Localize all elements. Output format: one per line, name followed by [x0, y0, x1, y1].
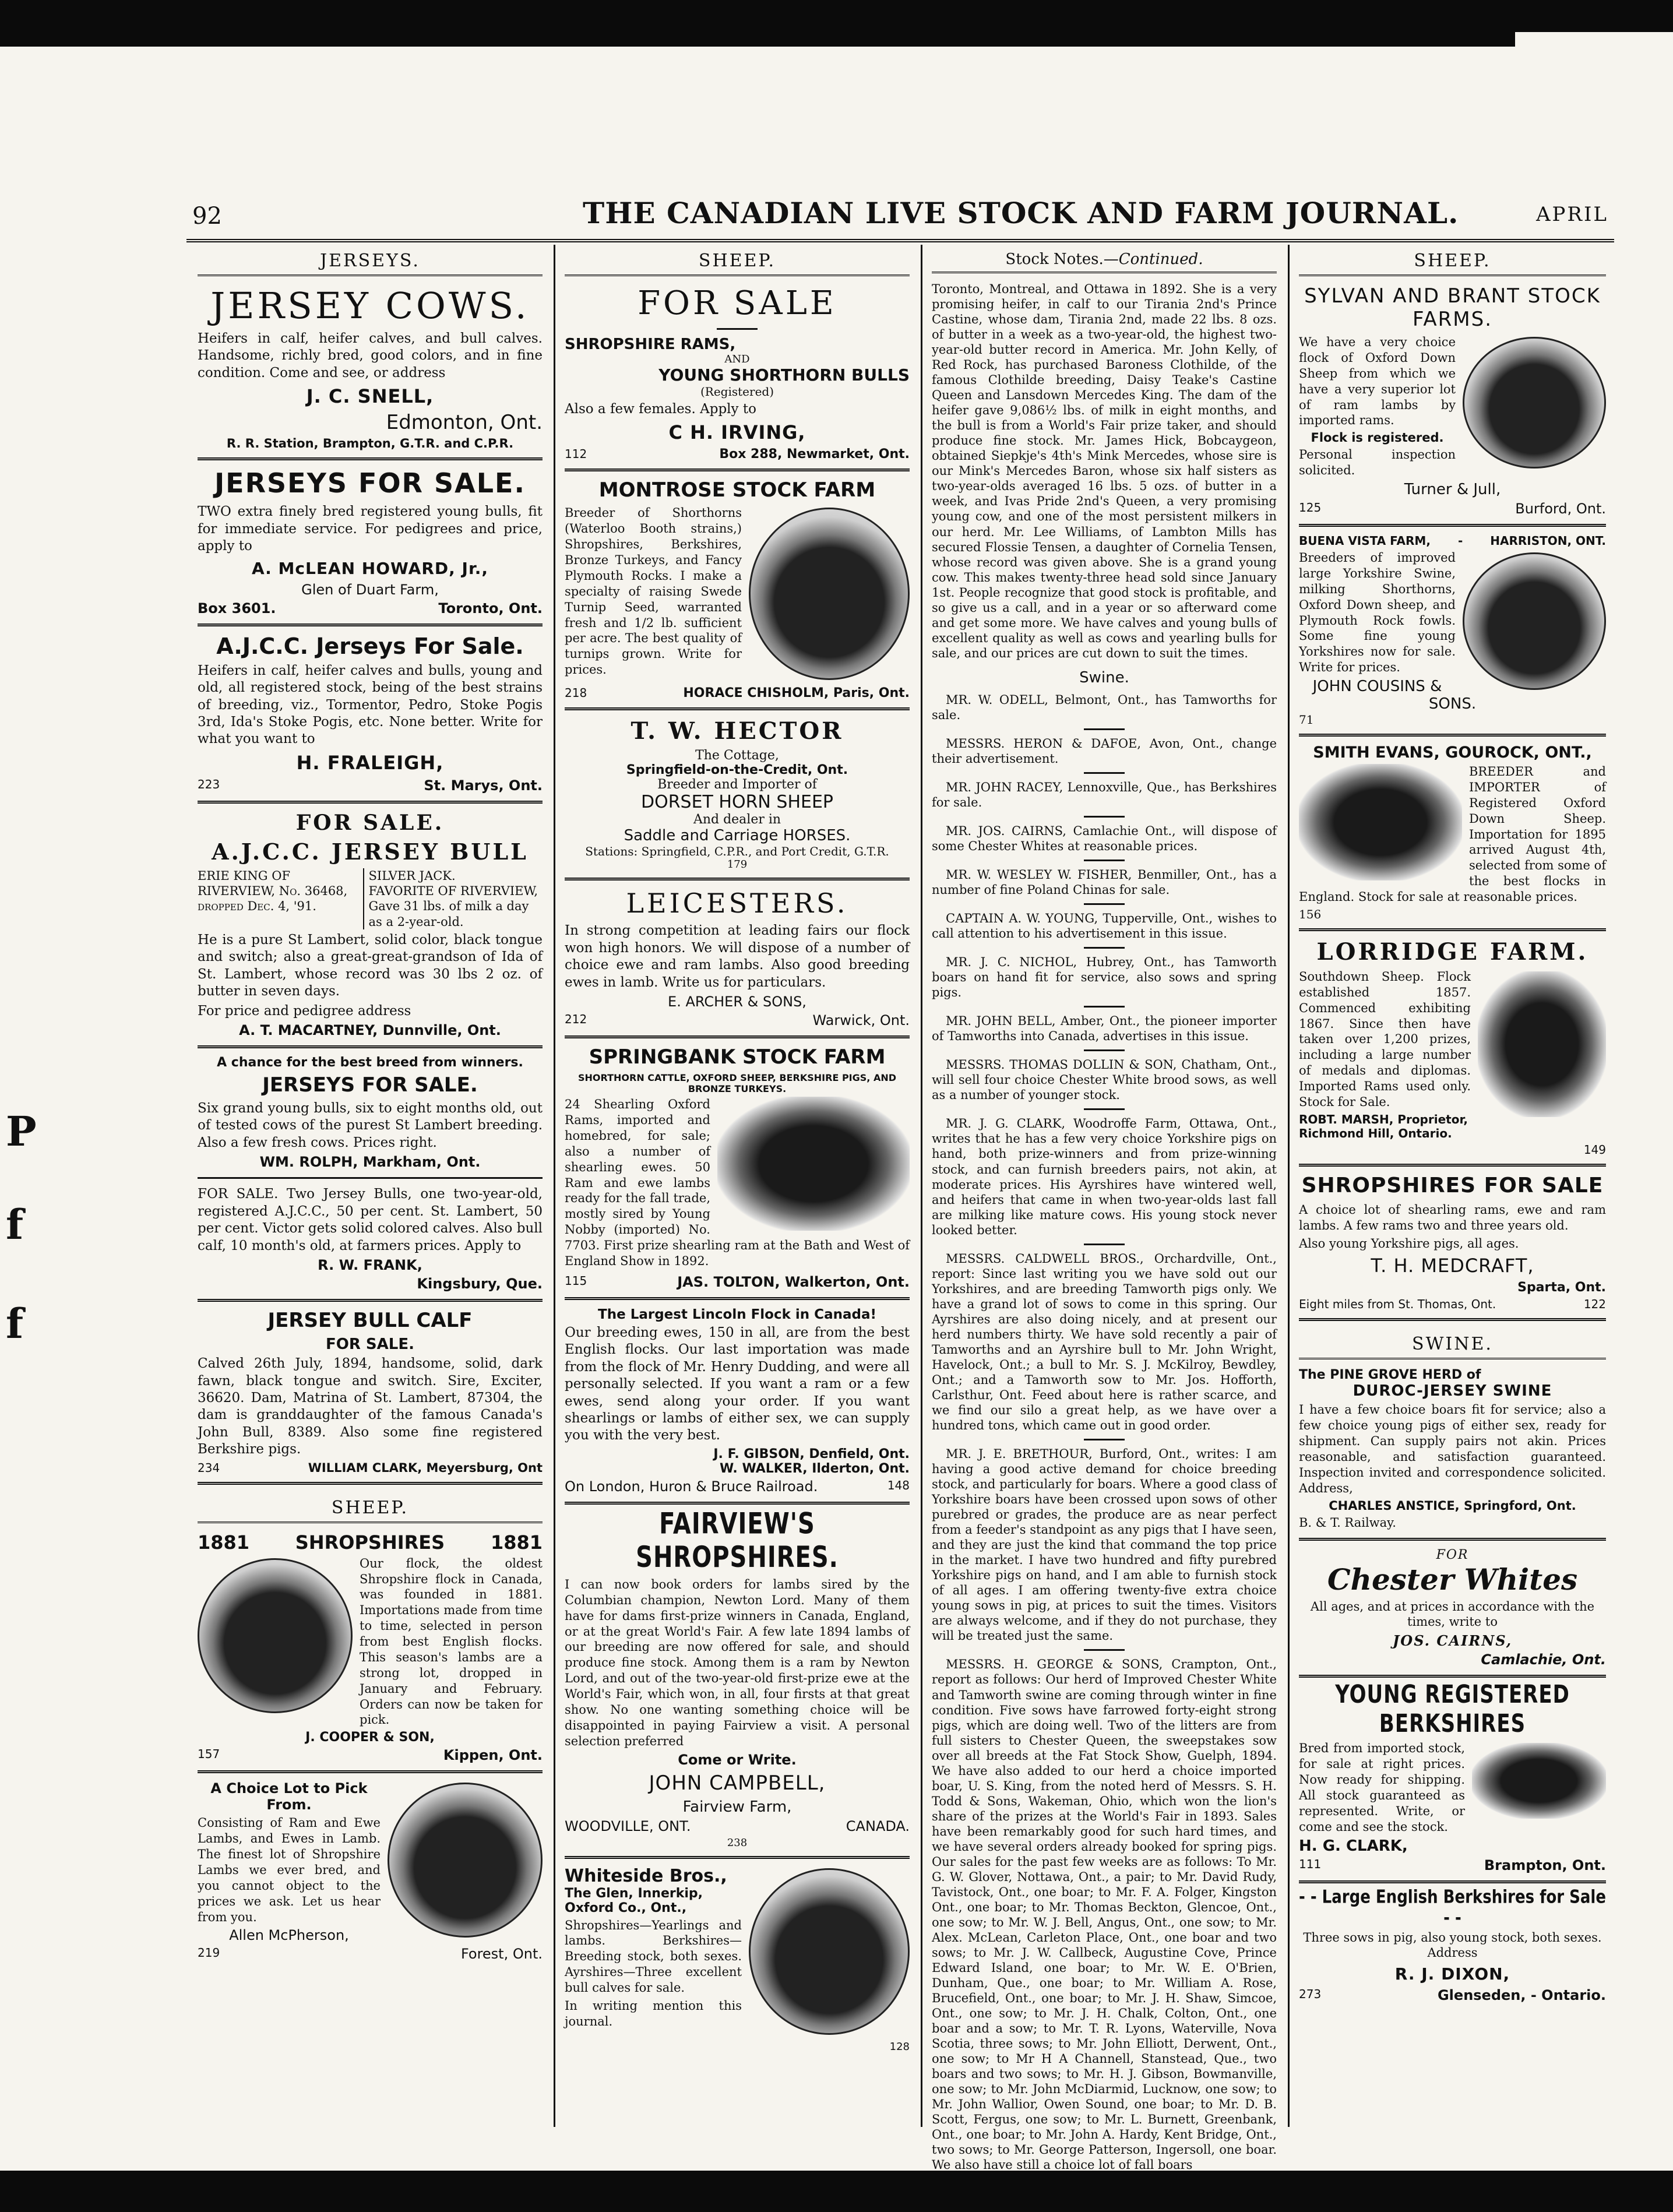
column-rule — [1288, 245, 1290, 2127]
ad-title: Chester Whites — [1327, 1562, 1578, 1597]
ad-place: Glenseden, - Ontario. — [1437, 1987, 1606, 2004]
ad-two-jersey-bulls — [198, 1186, 543, 1292]
divider — [198, 1770, 543, 1773]
ad-line: Stations: Springfield, C.P.R., and Port Credit, G.T.R. — [585, 844, 889, 859]
ad-title: JERSEYS FOR SALE. — [262, 1073, 478, 1097]
divider — [1299, 1675, 1606, 1678]
ad-number: 112 — [565, 447, 587, 462]
bull-sire: SILVER JACK. — [368, 868, 456, 883]
stock-note: MESSRS. CALDWELL BROS., Orchardville, Ont., report: Since last writing you we have sold out our Yorkshires, and are breeding Tamworth pigs only. We have a grand lot of sows to come in this spring. Our Ayrshires are also doing nicely, and at present our herd numbers thirty. We have sold recently a pair of Tamworths and an Ayrshire bull to Mr. John Wright, Havelock, Ont.; a bull to Mr. S. J. McKilroy, Bewdley, Ont.; and a Tamworth sow to Mr. Jos. Hofforth, Carlsthur, Ont. Feed about here is rather scarce, and we find our silo a great help, as we have over a hundred tons, which came out in good order. — [932, 1251, 1277, 1432]
ad-jerseys-for-sale — [198, 467, 543, 616]
divider — [565, 878, 910, 880]
ad-name: ROBT. MARSH, Proprietor, Richmond Hill, Ontario. — [1299, 1112, 1468, 1140]
divider — [1299, 1318, 1606, 1321]
ad-and: AND — [724, 353, 750, 365]
sheep-portrait-image — [1463, 337, 1606, 469]
pig-illustration-image — [1472, 1743, 1606, 1819]
ad-body: Our breeding ewes, 150 in all, are from the best English flocks. Our last importation was made from the flock of Mr. Henry Dudding, and were all personally selected. If you want a ram or a few ewes, send along your order. If you want shearlings or lambs of either sex, we can supply you with the very best. — [565, 1325, 910, 1443]
ad-name: H. FRALEIGH, — [296, 751, 444, 774]
ad-lincoln-flock — [565, 1307, 910, 1495]
ad-name: H. G. CLARK, — [1299, 1837, 1408, 1855]
ad-line: YOUNG SHORTHORN BULLS — [658, 365, 910, 385]
ad-buena-vista — [1299, 534, 1606, 727]
ad-number: 128 — [889, 2040, 910, 2053]
ad-footer: In writing mention this journal. — [565, 1998, 742, 2028]
ad-subtitle: SHORTHORN CATTLE, OXFORD SHEEP, BERKSHIRE PIGS, AND BRONZE TURKEYS. — [577, 1072, 896, 1095]
ad-footer: B. & T. Railway. — [1299, 1515, 1396, 1530]
ad-choice-lot — [198, 1780, 543, 1962]
ad-body: Also a few females. Apply to — [565, 401, 756, 417]
ad-body: Breeders of improved large Yorkshire Swine, milking Shorthorns, Oxford Down sheep, and Plymouth Rock fowls. Some fine young Yorkshires now for sale. Write for prices. — [1299, 551, 1456, 675]
stock-note: MR. J. G. CLARK, Woodroffe Farm, Ottawa, Ont., writes that he has a few very choice Yorkshire pigs on hand, both prize-winners and from prize-winning stock, and can furnish breeders pairs, not akin, at moderate prices. His Ayrshires have wintered well, and heifers that came in when two-year-olds last fall are milking like mature cows. His young stock never looked better. — [932, 1116, 1277, 1237]
ad-kicker: FOR SALE. — [295, 810, 445, 835]
ad-number: 179 — [727, 858, 748, 871]
section-heading: SHEEP. — [198, 1492, 543, 1523]
ad-kicker: FOR — [1436, 1547, 1469, 1562]
column-4 — [1291, 245, 1614, 2127]
ad-kicker: The PINE GROVE HERD of — [1299, 1368, 1481, 1383]
ad-body: Consisting of Ram and Ewe Lambs, and Ewes in Lamb. The finest lot of Shropshire Lambs we ever bred, and you cannot object to the prices we ask. Let us hear from you. — [198, 1816, 381, 1924]
ad-place: Sparta, Ont. — [1517, 1280, 1606, 1295]
ad-farm: Fairview Farm, — [682, 1798, 792, 1816]
ad-place: Camlachie, Ont. — [1481, 1651, 1606, 1668]
ad-title: SHROPSHIRES — [295, 1531, 445, 1554]
ad-body: He is a pure St Lambert, solid color, black tongue and switch; also a great-great-grandson of Ida of St. Lambert, whose record was 30 lbs 2 oz. of butter in seven days. — [198, 932, 543, 999]
ad-ajcc-jerseys — [198, 633, 543, 794]
divider — [198, 1177, 543, 1179]
ad-place: Warwick, Ont. — [812, 1012, 910, 1029]
ad-title: JERSEYS FOR SALE. — [214, 467, 526, 499]
column-rule — [921, 245, 922, 2127]
ad-subtitle: FOR SALE. — [326, 1336, 414, 1354]
ad-station: R. R. Station, Brampton, G.T.R. and C.P.R. — [226, 436, 514, 451]
sheep-portrait-image — [198, 1558, 353, 1713]
page-number: 92 — [192, 203, 222, 230]
divider — [565, 469, 910, 471]
scan-margin-marks — [0, 1107, 41, 1399]
ad-body: Shropshires—Yearlings and lambs. Berkshires—Breeding stock, both sexes. Ayrshires—Three excellent bull calves for sale. — [565, 1918, 742, 1995]
ad-name: A. McLEAN HOWARD, Jr., — [251, 558, 489, 578]
ad-line: Breeder and Importer of — [657, 777, 817, 792]
section-heading-continued: Continued. — [1118, 251, 1203, 268]
ad-title-dash: - — [1457, 534, 1463, 548]
section-heading: SWINE. — [1299, 1328, 1606, 1359]
ad-body: A choice lot of shearling rams, ewe and ram lambs. A few rams two and three years old. — [1299, 1202, 1606, 1232]
ad-place: Brampton, Ont. — [1484, 1857, 1606, 1873]
ad-body: BREEDER and IMPORTER of Registered Oxford Down Sheep. Importation for 1895 arrived August 4th, selected from some of the best flocks in England. Stock for sale at reasonable prices. — [1299, 765, 1606, 904]
ad-title: YOUNG REGISTERED BERKSHIRES — [1335, 1680, 1570, 1739]
divider — [565, 1502, 910, 1505]
ad-name: JOS. CAIRNS, — [1392, 1632, 1513, 1650]
stock-note: MR. JOHN RACEY, Lennoxville, Que., has Berkshires for sale. — [932, 780, 1277, 809]
divider — [198, 1482, 543, 1485]
ad-fairview — [565, 1507, 910, 1849]
ad-number: 219 — [198, 1946, 220, 1960]
ad-title: MONTROSE STOCK FARM — [598, 478, 876, 502]
ad-jersey-cows — [198, 284, 543, 450]
ad-title: SHROPSHIRES FOR SALE — [1301, 1173, 1604, 1197]
sheep-portrait-image — [388, 1783, 543, 1938]
ad-title: A.J.C.C. Jerseys For Sale. — [216, 633, 524, 659]
subsection-heading: Swine. — [1079, 668, 1129, 686]
ad-place: Kippen, Ont. — [443, 1747, 543, 1764]
ad-title: A Choice Lot to Pick From. — [210, 1780, 368, 1813]
column-2 — [557, 245, 918, 2127]
margin-mark: f — [6, 1200, 24, 1249]
ad-body: All ages, and at prices in accordance with the times, write to — [1310, 1599, 1595, 1629]
ad-body: Bred from imported stock, for sale at right prices. Now ready for shipping. All stock guaranteed as represented. Write, or come and see the stock. — [1299, 1741, 1465, 1834]
stock-note: MR. JOS. CAIRNS, Camlachie Ont., will dispose of some Chester Whites at reasonable prices. — [932, 823, 1277, 853]
pig-portrait-image — [1463, 552, 1606, 690]
divider — [1299, 734, 1606, 737]
ad-whiteside — [565, 1866, 910, 2053]
ad-body: In strong competition at leading fairs our flock won high honors. We will dispose of a number of choice ewe and ram lambs. Also good breeding ewes in lamb. Write us for particulars. — [565, 923, 910, 990]
ad-name: JOHN CAMPBELL, — [649, 1771, 826, 1795]
ad-name: WM. ROLPH, Markham, Ont. — [259, 1154, 481, 1171]
ad-name: C H. IRVING, — [668, 421, 806, 444]
column-rule — [554, 245, 555, 2127]
ad-body: Three sows in pig, also young stock, both sexes. Address — [1303, 1930, 1602, 1960]
section-heading-text: Stock Notes.— — [1005, 251, 1119, 268]
stock-note-paragraph: Toronto, Montreal, and Ottawa in 1892. She is a very promising heifer, in calf to our Tirania 2nd's Prince Castine, whose dam, Tirania 2nd, made 22 lbs. 8 ozs. of butter in a week as a two-year-old, the highest two-year-old butter record in America. Mr. John Kelly, of Red Rock, has purchased Baroness Clothilde, of the famous Clothilde breeding, Daisy Teake's Castine Queen and Lansdown Mercedes King. The dam of the heifer gave 9,086½ lbs. of milk in eight months, and the bull is from a World's Fair prize taker, and should produce fine stock. Mr. James Hick, Bobcaygeon, obtained Siepkje's 4th's Mink Mercedes, whose sire is our Mink's Mercedes Baron, whose six half sisters as two-year-olds averaged 16 lbs. 5 ozs. of butter in a week, and Ivas Pride 2nd's Queen, a very promising young cow, and one of the most persistent milkers in our herd. Mr. Lee Williams, of Lambton Mills has secured Flossie Tensen, a daughter of Cornelia Tensen, whose record was given above. She is a grand young cow. This makes twenty-three head sold since January 1st. People recognize that good stock is profitable, and so give us a call, and in a year or so afterward come and get some more. We have calves and young bulls of excellent quality as well as cows and yearling bulls for sale, and our prices are cut down to suit the times. — [932, 282, 1277, 660]
divider — [198, 1299, 543, 1302]
ad-body: Heifers in calf, heifer calves and bulls, young and old, all registered stock, being of the best strains of breeding, viz., Tormentor, Pedro, Stoke Pogis 3rd, Ida's Stoke Pogis, etc. None better. Write for what you want to — [198, 663, 543, 747]
column-1 — [189, 245, 551, 2127]
ad-body: Calved 26th July, 1894, handsome, solid, dark fawn, black tongue and switch. Sire, Exciter, 36620. Dam, Matrina of St. Lambert, 87304, the dam is granddaughter of the famous Canada's John Bull, 8389. Also some fine registered Berkshire pigs. — [198, 1356, 543, 1457]
ad-large-english-berkshires — [1299, 1886, 1606, 2004]
sheep-illustration-image — [1299, 764, 1462, 880]
ad-body: Breeder of Shorthorns (Waterloo Booth strains,) Shropshires, Berkshires, Bronze Turkeys, and Fancy Plymouth Rocks. I make a specialty of raising Swede Turnip Seed, warranted fresh and 1/2 lb. sufficient per acre. The best quality of turnips grown. Write for prices. — [565, 506, 742, 677]
ad-smith-evans — [1299, 744, 1606, 921]
journal-title: THE CANADIAN LIVE STOCK AND FARM JOURNAL. — [583, 196, 1459, 230]
ad-farm: Glen of Duart Farm, — [301, 581, 439, 598]
ad-montrose — [565, 478, 910, 700]
ad-irving-for-sale — [565, 284, 910, 462]
ad-name: E. ARCHER & SONS, — [668, 994, 806, 1010]
ad-name: J. C. SNELL, — [306, 385, 434, 408]
ad-line: Oxford Co., Ont., — [565, 1900, 687, 1915]
ad-number: 111 — [1299, 1857, 1322, 1871]
ad-body-2: Also young Yorkshire pigs, all ages. — [1299, 1236, 1519, 1251]
ad-name: J. F. GIBSON, Denfield, Ont. — [713, 1446, 910, 1461]
ad-name: Allen McPherson, — [229, 1927, 349, 1944]
ad-box: Box 3601. — [198, 600, 276, 617]
ad-body: Southdown Sheep. Flock established 1857. Commenced exhibiting 1867. Since then have taken over 1,200 prizes, including a large number of medals and diplomas. Imported Rams used only. Stock for Sale. — [1299, 969, 1471, 1109]
divider — [198, 1045, 543, 1048]
ad-title: BUENA VISTA FARM, — [1299, 534, 1431, 548]
ad-title: FAIRVIEW'S SHROPSHIRES. — [636, 1507, 839, 1575]
ad-number: 71 — [1299, 713, 1314, 727]
bull-dam-record: Gave 31 lbs. of milk a day as a 2-year-old. — [368, 899, 529, 929]
ad-number: 148 — [887, 1478, 910, 1492]
stock-note: MESSRS. THOMAS DOLLIN & SON, Chatham, Ont., will sell four choice Chester White brood sows, as well as a number of younger stock. — [932, 1058, 1277, 1103]
scan-border-top-inner — [0, 32, 1515, 47]
section-heading: JERSEYS. — [198, 245, 543, 276]
ad-title: DUROC-JERSEY SWINE — [1353, 1382, 1552, 1400]
ad-line: DORSET HORN SHEEP — [640, 792, 833, 813]
divider — [1299, 1164, 1606, 1167]
ad-number: 238 — [727, 1836, 748, 1849]
stock-note: MR. J. E. BRETHOUR, Burford, Ont., writes: I am having a good active demand for choice breeding stock, and particularly for boars. Where a good class of Yorkshire boars have been crossed upon sows of other purebred or grades, the produce are as near perfect from a feeder's standpoint as any pigs that I have seen, and they are just the kind that command the top price in the market. I have two hundred and fifty purebred Yorkshire pigs on hand, and I am able to furnish stock of all ages. I am offering twenty-five extra choice young sows in pig, at prices to suit the times. Visitors are always welcome, and if they do not purchase, they will be treated just the same. — [932, 1447, 1277, 1643]
ad-footer: Eight miles from St. Thomas, Ont. — [1299, 1297, 1496, 1312]
ad-name: J. COOPER & SON, — [305, 1730, 435, 1745]
section-heading — [932, 245, 1277, 273]
stock-note: MR. W. WESLEY W. FISHER, Benmiller, Ont., has a number of fine Poland Chinas for sale. — [932, 868, 1277, 897]
ad-place: Edmonton, Ont. — [386, 411, 543, 435]
ad-title: - - Large English Berkshires for Sale - - — [1299, 1886, 1606, 1929]
ad-place: CANADA. — [846, 1817, 910, 1834]
ad-springbank — [565, 1045, 910, 1290]
ad-medcraft — [1299, 1174, 1606, 1312]
ad-title: SMITH EVANS, GOUROCK, ONT., — [1313, 744, 1592, 762]
ad-title: T. W. HECTOR — [631, 717, 844, 745]
divider — [198, 801, 543, 804]
ad-line: Saddle and Carriage HORSES. — [624, 827, 851, 845]
ad-body: I have a few choice boars fit for service; also a few choice young pigs of either sex, ready for shipment. Can supply pairs not akin. Prices reasonable, and satisfaction guaranteed. Inspection invited and correspondence solicited. Address, — [1299, 1403, 1606, 1495]
ad-place: WOODVILLE, ONT. — [565, 1817, 691, 1834]
ad-place: Box 288, Newmarket, Ont. — [719, 447, 910, 462]
stock-note: MR. JOHN BELL, Amber, Ont., the pioneer importer of Tamworths into Canada, advertises in this issue. — [932, 1014, 1277, 1044]
ad-pine-grove — [1299, 1368, 1606, 1530]
ad-name: WILLIAM CLARK, Meyersburg, Ont — [308, 1460, 543, 1475]
divider — [1299, 1880, 1606, 1883]
divider — [1299, 928, 1606, 931]
ad-name: R. W. FRANK, — [318, 1257, 422, 1274]
ad-line: SHROPSHIRE RAMS, — [565, 336, 736, 353]
ad-young-berkshires — [1299, 1680, 1606, 1873]
ad-name: HORACE CHISHOLM, Paris, Ont. — [683, 686, 910, 701]
ad-number: 149 — [1583, 1142, 1606, 1157]
ad-body-2: For price and pedigree address — [198, 1003, 411, 1019]
ad-title: HARRISTON, ONT. — [1490, 534, 1606, 548]
ad-place: Kingsbury, Que. — [417, 1276, 543, 1292]
ad-year: 1881 — [490, 1531, 543, 1554]
ad-body: We have a very choice flock of Oxford Down Sheep from which we have a very superior lot of ram lambs by imported rams. — [1299, 335, 1456, 428]
sheep-portrait-image — [749, 1868, 910, 2035]
ad-name: R. J. DIXON, — [1394, 1964, 1510, 1984]
ad-title: JERSEY COWS. — [210, 284, 530, 327]
divider — [198, 624, 543, 626]
ad-city: Toronto, Ont. — [438, 600, 543, 617]
ad-number: 157 — [198, 1747, 220, 1762]
ad-body: I can now book orders for lambs sired by the Columbian champion, Newton Lord. Many of them have for dams first-prize winners in Canada, England, or at the great World's Fair. A few late 1894 lambs of our breeding are now offered for sale, and should produce fine stock. Among them is a ram by Newton Lord, and out of the two-year-old first-prize ewe at the World's Fair, which won, in all, four firsts at that great show. No one wanting something choice will be disappointed in paying Fairview a visit. A personal selection preferred — [565, 1577, 910, 1748]
ad-number: 218 — [565, 686, 587, 700]
ad-body: FOR SALE. Two Jersey Bulls, one two-year-old, registered A.J.C.C., 50 per cent. St. Lambert, 50 per cent. Victor gets solid colored calves. Also bull calf, 10 month's old, at farmers prices. Apply to — [198, 1186, 543, 1253]
ad-body: TWO extra finely bred registered young bulls, fit for immediate service. For pedigrees and price, apply to — [198, 504, 543, 554]
sheep-illustration-image — [1478, 971, 1606, 1117]
ad-registered: (Registered) — [700, 385, 774, 399]
scan-border-bottom — [0, 2171, 1673, 2212]
sheep-portrait-image — [749, 508, 910, 680]
ad-title: SPRINGBANK STOCK FARM — [589, 1045, 886, 1069]
divider — [565, 1035, 910, 1038]
divider — [198, 457, 543, 460]
ad-number: 156 — [1299, 907, 1322, 921]
divider — [1299, 1538, 1606, 1541]
ad-title: FOR SALE — [637, 284, 837, 322]
ad-sylvan-brant — [1299, 284, 1606, 517]
ad-number: 273 — [1299, 1987, 1322, 2002]
divider — [565, 1856, 910, 1859]
bull-dam: FAVORITE OF RIVERVIEW, — [368, 884, 538, 899]
ad-leicesters — [565, 887, 910, 1028]
ad-title: The Largest Lincoln Flock in Canada! — [598, 1306, 876, 1322]
scan-border-top — [0, 0, 1673, 32]
ad-jersey-bull-calf — [198, 1309, 543, 1475]
ad-line: And dealer in — [693, 812, 781, 827]
stock-note: MESSRS. H. GEORGE & SONS, Crampton, Ont., report as follows: Our herd of Improved Chester White and Tamworth swine are coming through winter in fine condition. Five sows have farrowed forty-eight strong pigs, which are doing well. Two of the litters are from full sisters to Chester Queen, the sweepstakes sow over all breeds at the Fat Stock Show, Guelph, 1894. We have also added to our herd a choice imported boar, U. S. King, from the noted herd of Messrs. S. H. Todd & Sons, Wakeman, Ohio, which won the lion's share of the prizes at the World's Fair in 1893. Sales have been remarkably good for such hard times, and we have several orders already booked for spring pigs. Our sales for the past few weeks are as follows: To Mr. G. W. Glover, Nottawa, Ont., a pair; to Mr. David Rudy, Tavistock, Ont., one boar; to Mr. F. A. Folger, Kingston Ont., one boar; to Mr. Thomas Beckton, Glencoe, Ont., one sow; to Mr. W. J. Bell, Angus, Ont., one sow; to Mr. Alex. McLean, Carleton Place, Ont., one boar and two sows; to Mr. J. W. Callbeck, Augustine Cove, Prince Edward Island, one boar; to Mr. W. E. O'Brien, Dunham, Que., one boar; to Mr. William A. Rose, Brucefield, Ont., one boar; to Mr. J. H. Shaw, Simcoe, Ont., one sow; to Mr. J. H. Chalk, Colton, Ont., one boar and a sow; to Mr. T. R. Lyons, Waterville, Nova Scotia, three sows; to Mr. John Elliott, Derwent, Ont., one sow; to Mr H A Channell, Stanstead, Que., two boars and two sows; to Mr. H. J. Gibson, Bowmanville, one sow; to Mr. John McDiarmid, Lucknow, one sow; to Mr. John Wallior, Owen Sound, one boar; to Mr. D. B. Scott, Fergus, one sow; to Mr. L. Burnett, Greenbank, Ont., one boar; to Mr. John A. Hardy, Kent Bridge, Ont., two sows; to Mr. George Patterson, Ingersoll, one boar. We also have still a choice lot of fall boars — [932, 1657, 1277, 2172]
ad-registered: Flock is registered. — [1311, 431, 1444, 445]
ad-jerseys-for-sale-2 — [198, 1055, 543, 1170]
ad-title: JERSEY BULL CALF — [267, 1309, 473, 1333]
ad-body: Our flock, the oldest Shropshire flock in Canada, was founded in 1881. Importations made from time to time, selected in person from best English flocks. This season's lambs are a strong lot, dropped in January and February. Orders can now be taken for pick. — [360, 1556, 543, 1727]
ad-body: Heifers in calf, heifer calves, and bull calves. Handsome, richly bred, good colors, and in fine condition. Come and see, or address — [198, 331, 543, 381]
page-header — [186, 192, 1608, 233]
ad-number: 125 — [1299, 501, 1322, 515]
section-heading: SHEEP. — [1299, 245, 1606, 276]
ad-title: A.J.C.C. JERSEY BULL — [212, 838, 529, 865]
ad-body: Six grand young bulls, six to eight months old, out of tested cows of the purest St Lambert breeding. Also a few fresh cows. Prices right. — [198, 1101, 543, 1150]
ad-title: SYLVAN AND BRANT STOCK FARMS. — [1304, 284, 1601, 331]
sheep-illustration-image — [717, 1097, 910, 1231]
divider — [565, 707, 910, 710]
margin-mark: f — [6, 1299, 24, 1348]
ad-year: 1881 — [198, 1531, 250, 1554]
divider — [565, 1297, 910, 1300]
ad-footer: On London, Huron & Bruce Railroad. — [565, 1478, 818, 1495]
stock-note: CAPTAIN A. W. YOUNG, Tupperville, Ont., wishes to call attention to his advertisement in this issue. — [932, 911, 1277, 941]
ad-number: 234 — [198, 1460, 220, 1475]
divider — [1299, 524, 1606, 527]
ad-name: CHARLES ANSTICE, Springford, Ont. — [1329, 1498, 1576, 1513]
ad-name: A. T. MACARTNEY, Dunnville, Ont. — [239, 1022, 501, 1038]
ad-number: 212 — [565, 1012, 587, 1027]
ad-1881-shropshires — [198, 1531, 543, 1764]
stock-note: MR. W. ODELL, Belmont, Ont., has Tamworths for sale. — [932, 692, 1277, 722]
ad-line: Springfield-on-the-Credit, Ont. — [626, 763, 848, 778]
ad-cta: Come or Write. — [678, 1751, 797, 1768]
ad-number: 115 — [565, 1273, 587, 1288]
ad-body: 24 Shearling Oxford Rams, imported and homebred, for sale; also a number of shearling ewes. 50 Ram and ewe lambs ready for the fall trade, mostly sired by Young Nobby (imported) No. 7703. First prize shearling ram at the Bath and West of England Show in 1892. — [565, 1097, 910, 1268]
ad-hector — [565, 717, 910, 871]
section-heading: SHEEP. — [565, 245, 910, 276]
ad-body-2: Personal inspection solicited. — [1299, 448, 1456, 478]
ad-place: Forest, Ont. — [460, 1946, 543, 1963]
ad-kicker: A chance for the best breed from winners. — [217, 1055, 523, 1070]
ad-name: Turner & Jull, — [1404, 481, 1501, 498]
ad-name: JOHN COUSINS & SONS. — [1312, 678, 1477, 713]
ad-title: LORRIDGE FARM. — [1316, 938, 1589, 966]
ad-number: 223 — [198, 777, 220, 791]
stock-note: MR. J. C. NICHOL, Hubrey, Ont., has Tamworth boars on hand fit for service, also sows and spring pigs. — [932, 955, 1277, 1000]
stock-note: MESSRS. HERON & DAFOE, Avon, Ont., change their advertisement. — [932, 736, 1277, 766]
ad-lorridge — [1299, 938, 1606, 1157]
ad-line: The Cottage, — [695, 748, 779, 763]
ad-place: Burford, Ont. — [1515, 501, 1606, 517]
header-rule — [186, 239, 1614, 242]
issue-month: APRIL — [1535, 203, 1608, 226]
ad-title: LEICESTERS. — [626, 887, 848, 920]
ad-name: W. WALKER, Ilderton, Ont. — [719, 1461, 910, 1476]
ad-chester-whites — [1299, 1548, 1606, 1668]
ad-name: JAS. TOLTON, Walkerton, Ont. — [677, 1273, 910, 1290]
ad-number: 122 — [1583, 1297, 1606, 1312]
ad-title: Whiteside Bros., — [565, 1865, 727, 1886]
ad-ajcc-jersey-bull — [198, 811, 543, 1038]
bull-name: ERIE KING OF RIVERVIEW, No. 36468, dropped Dec. 4, '91. — [198, 868, 348, 914]
ad-name: T. H. MEDCRAFT, — [1371, 1255, 1534, 1277]
ad-place: St. Marys, Ont. — [424, 777, 543, 794]
column-3-stock-notes — [924, 245, 1285, 2172]
margin-mark: P — [6, 1107, 37, 1156]
ad-line: The Glen, Innerkip, — [565, 1886, 703, 1901]
